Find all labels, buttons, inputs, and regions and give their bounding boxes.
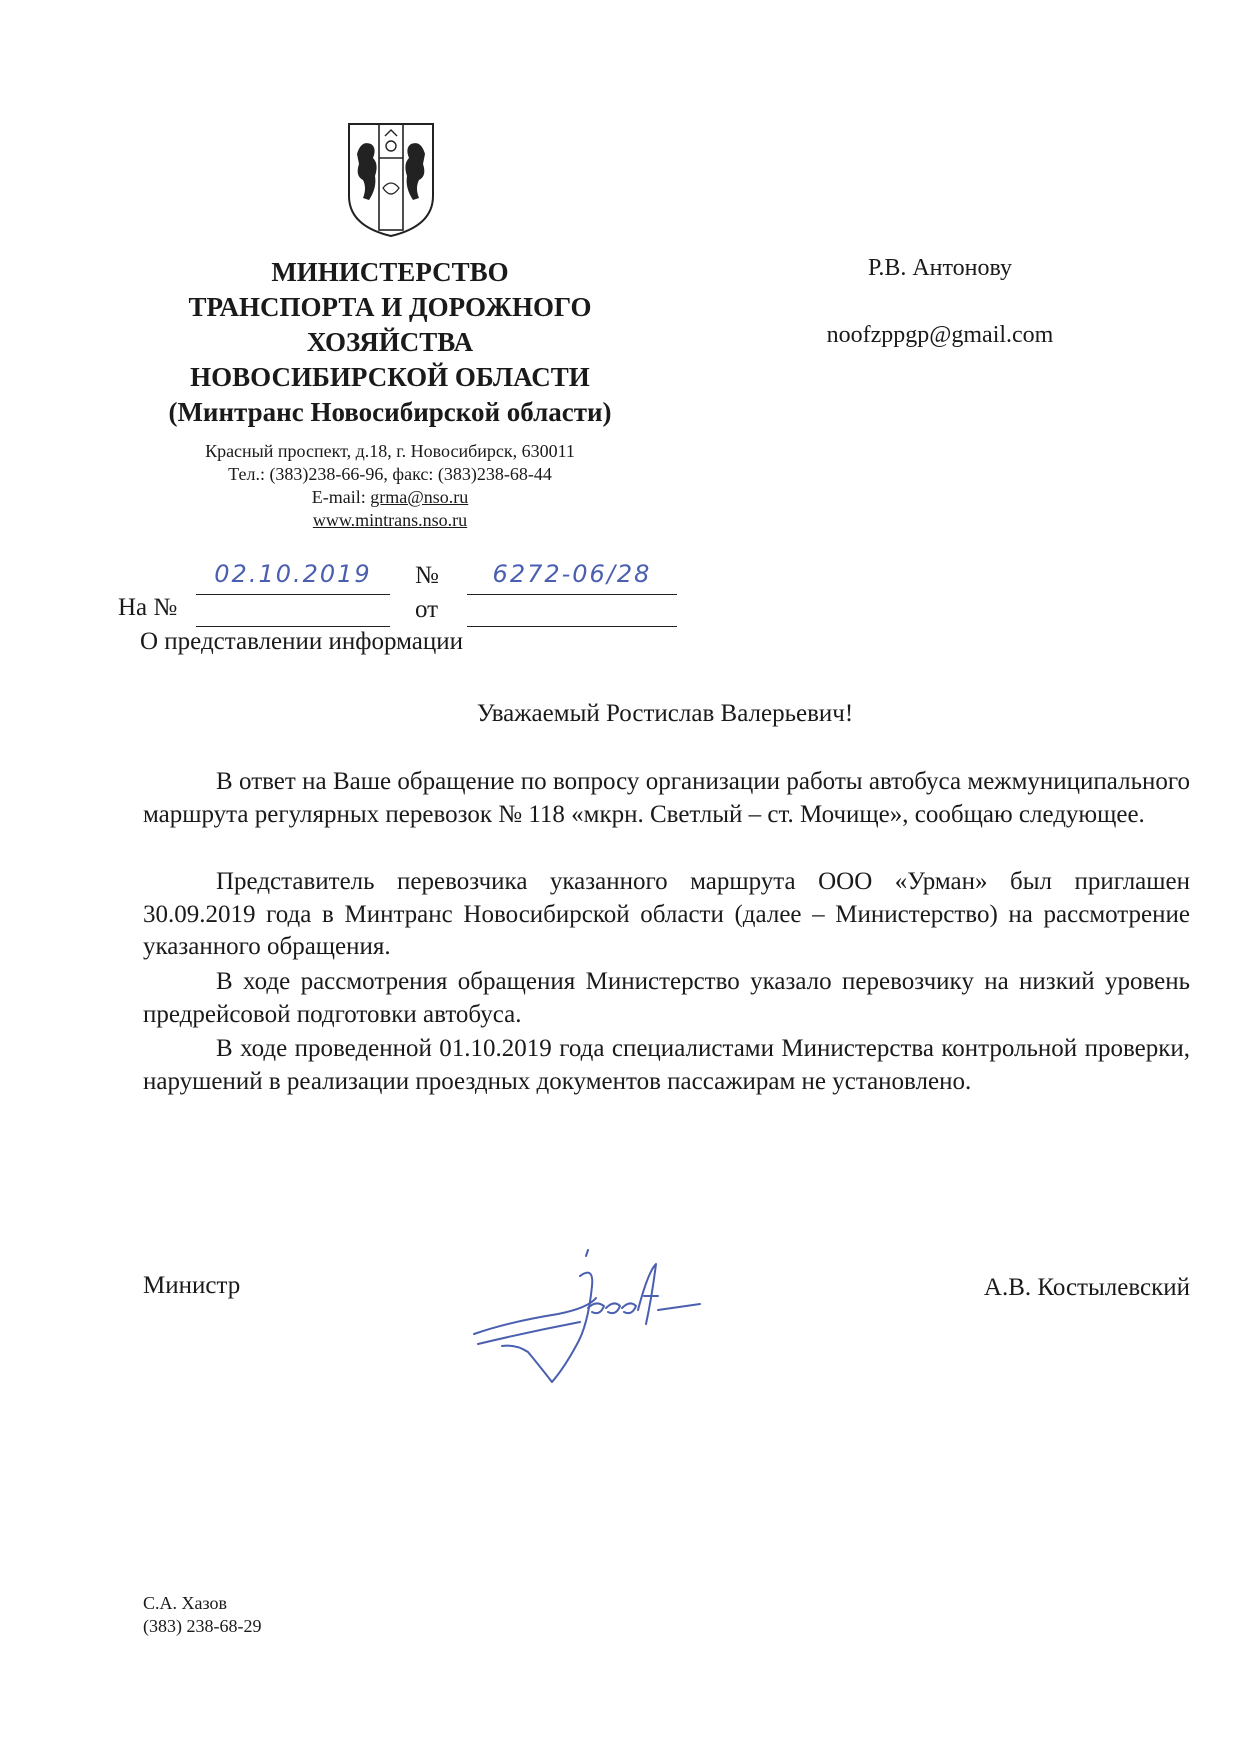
number-label: №: [415, 562, 439, 589]
organization-contacts: [140, 440, 640, 532]
org-line: ХОЗЯЙСТВА: [306, 327, 474, 357]
coat-of-arms-emblem: [343, 118, 439, 240]
address: Красный проспект, д.18, г. Новосибирск, 630011: [205, 441, 575, 461]
email-link[interactable]: grma@nso.ru: [370, 487, 469, 507]
recipient-name: Р.В. Антонову: [867, 255, 1013, 281]
letter-subject: О представлении информации: [140, 628, 463, 655]
website-link[interactable]: www.mintrans.nso.ru: [312, 510, 468, 530]
phone-fax: Тел.: (383)238-66-96, факс: (383)238-68-44: [228, 464, 552, 484]
body-paragraph: В ответ на Ваше обращение по вопросу организации работы автобуса межмуниципального маршрута регулярных перевозок № 118 «мкрн. Светлый – ст. Мочище», сообщаю следующее.: [143, 768, 1190, 828]
executor-phone: (383) 238-68-29: [143, 1616, 262, 1636]
outgoing-date: 02.10.2019: [214, 560, 372, 588]
salutation: Уважаемый Ростислав Валерьевич!: [476, 700, 854, 727]
recipient-email: noofzppgp@gmail.com: [826, 322, 1054, 348]
reply-to-label: На №: [118, 594, 178, 621]
body-paragraph: В ходе рассмотрения обращения Министерство указало перевозчику на низкий уровень предрейсовой подготовки автобуса.: [143, 968, 1190, 1028]
org-line: (Минтранс Новосибирской области): [168, 397, 612, 427]
email-line: [140, 486, 640, 509]
signatory-position: Министр: [143, 1272, 241, 1299]
outgoing-number: 6272-06/28: [492, 560, 652, 588]
org-line: ТРАНСПОРТА И ДОРОЖНОГО: [188, 292, 592, 322]
executor-name: С.А. Хазов: [143, 1593, 227, 1613]
org-line: НОВОСИБИРСКОЙ ОБЛАСТИ: [190, 362, 590, 392]
date-underline: [196, 594, 390, 595]
body-paragraph: В ходе проведенной 01.10.2019 года специалистами Министерства контрольной проверки, нарушений в реализации проездных документов пассажирам не установлено.: [143, 1035, 1190, 1095]
org-line: МИНИСТЕРСТВО: [271, 257, 509, 287]
signatory-name: А.В. Костылевский: [983, 1274, 1190, 1301]
executor-info: [143, 1592, 261, 1638]
number-underline: [467, 594, 677, 595]
email-label: E-mail:: [311, 487, 371, 507]
handwritten-signature: [468, 1236, 708, 1386]
reply-date-blank: [467, 626, 677, 627]
from-label: от: [415, 596, 439, 623]
organization-name: [140, 255, 640, 430]
reply-number-blank: [196, 626, 390, 627]
body-paragraph: Представитель перевозчика указанного маршрута ООО «Урман» был приглашен 30.09.2019 года в Минтранс Новосибирской области (далее – Министерство) на рассмотрение указанного обращения.: [143, 868, 1190, 960]
